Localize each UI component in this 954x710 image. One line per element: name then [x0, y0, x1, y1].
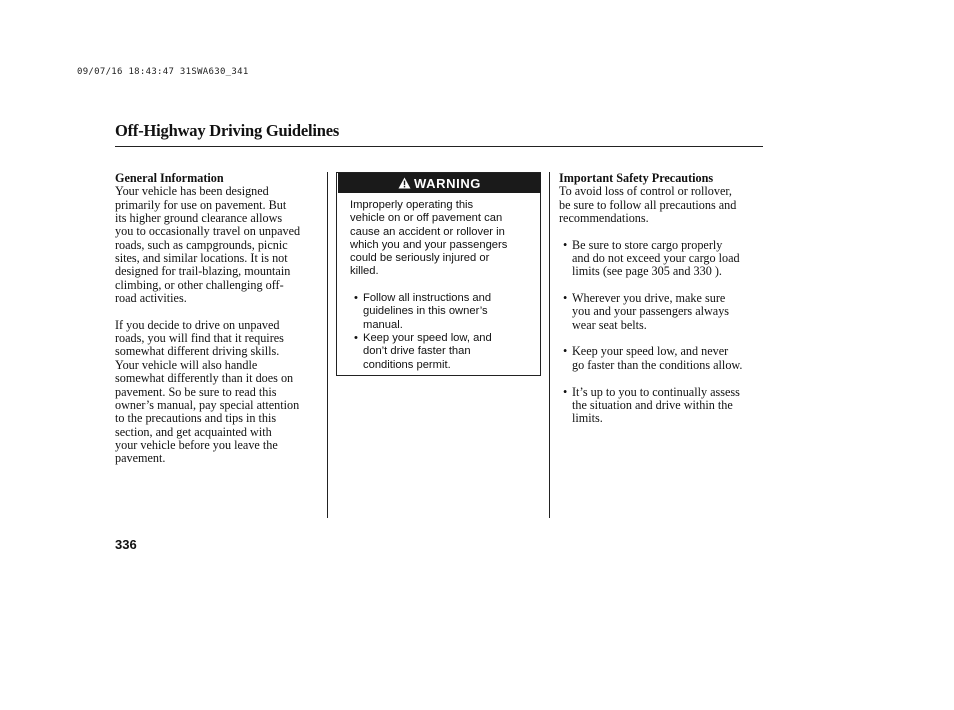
text-line: your vehicle before you leave the: [115, 437, 278, 452]
bullet-icon: •: [354, 292, 358, 305]
text-line: vehicle on or off pavement can: [350, 212, 503, 225]
text-line: section, and get acquainted with: [115, 424, 272, 439]
general-info-paragraph-1: [115, 185, 323, 305]
precaution-bullet: [559, 239, 769, 279]
text-line: climbing, or other challenging off-: [115, 277, 284, 292]
page-title: Off-Highway Driving Guidelines: [115, 121, 340, 140]
text-line: wear seat belts.: [572, 317, 647, 332]
text-line: It’s up to you to continually assess: [572, 384, 740, 399]
general-information-section: [115, 172, 323, 466]
text-line: could be seriously injured or: [350, 252, 490, 265]
bullet-icon: •: [563, 291, 568, 306]
text-line: cause an accident or rollover in: [350, 225, 505, 238]
warning-box: [336, 172, 541, 376]
warning-intro: [350, 199, 536, 279]
text-line: which you and your passengers: [350, 238, 508, 251]
page-number: 336: [115, 537, 137, 552]
safety-precautions-section: [559, 172, 769, 426]
text-line: Wherever you drive, make sure: [572, 291, 726, 306]
text-line: limits.: [572, 411, 603, 426]
precaution-bullet: [559, 386, 769, 426]
column-divider-left: [327, 172, 328, 518]
text-line: owner’s manual, pay special attention: [115, 397, 300, 412]
section-heading: Important Safety Precautions: [559, 171, 714, 185]
section-heading: General Information: [115, 171, 224, 185]
text-line: pavement. So be sure to read this: [115, 384, 277, 399]
text-line: Improperly operating this: [350, 199, 474, 211]
text-line: pavement.: [115, 451, 166, 466]
text-line: and do not exceed your cargo load: [572, 251, 740, 266]
text-line: conditions permit.: [363, 358, 451, 371]
precaution-bullet: [559, 292, 769, 332]
text-line: Your vehicle will also handle: [115, 357, 258, 372]
text-line: Be sure to store cargo properly: [572, 237, 723, 252]
text-line: Keep your speed low, and: [363, 332, 492, 345]
text-line: roads, such as campgrounds, picnic: [115, 237, 288, 252]
text-line: go faster than the conditions allow.: [572, 357, 743, 372]
precaution-bullet: [559, 345, 769, 372]
warning-bullet: [350, 332, 536, 372]
text-line: manual.: [363, 318, 403, 331]
text-line: its higher ground clearance allows: [115, 211, 283, 226]
warning-bullet: [350, 292, 536, 332]
bullet-icon: •: [354, 332, 358, 345]
print-timestamp: 09/07/16 18:43:47 31SWA630_341: [77, 67, 249, 77]
text-line: roads, you will find that it requires: [115, 331, 284, 346]
text-line: to the precautions and tips in this: [115, 411, 277, 426]
text-line: somewhat differently than it does on: [115, 371, 294, 386]
text-line: guidelines in this owner’s: [363, 305, 488, 318]
text-line: don’t drive faster than: [363, 345, 471, 358]
text-line: the situation and drive within the: [572, 397, 733, 412]
column-divider-right: [549, 172, 550, 518]
title-rule: [115, 146, 763, 147]
text-line: you to occasionally travel on unpaved: [115, 224, 301, 239]
text-line: sites, and similar locations. It is not: [115, 251, 288, 266]
text-line: Keep your speed low, and never: [572, 344, 729, 359]
bullet-icon: •: [563, 384, 568, 399]
text-line: somewhat different driving skills.: [115, 344, 280, 359]
text-line: Follow all instructions and: [363, 292, 492, 305]
bullet-icon: •: [563, 237, 568, 252]
text-line: recommendations.: [559, 211, 649, 226]
general-info-paragraph-2: [115, 319, 323, 466]
text-line: road activities.: [115, 291, 187, 306]
text-line: primarily for use on pavement. But: [115, 197, 287, 212]
warning-triangle-icon: [398, 177, 411, 189]
warning-header: [338, 173, 541, 193]
text-line: you and your passengers always: [572, 304, 730, 319]
warning-label: WARNING: [413, 175, 482, 191]
text-line: be sure to follow all precautions and: [559, 197, 737, 212]
text-line: If you decide to drive on unpaved: [115, 317, 280, 332]
precautions-intro: [559, 185, 769, 225]
text-line: killed.: [350, 265, 379, 278]
text-line: limits (see page 305 and 330 ).: [572, 264, 722, 279]
text-line: designed for trail-blazing, mountain: [115, 264, 291, 279]
text-line: To avoid loss of control or rollover,: [559, 184, 732, 199]
warning-body: [350, 199, 536, 372]
text-line: Your vehicle has been designed: [115, 184, 269, 199]
bullet-icon: •: [563, 344, 568, 359]
